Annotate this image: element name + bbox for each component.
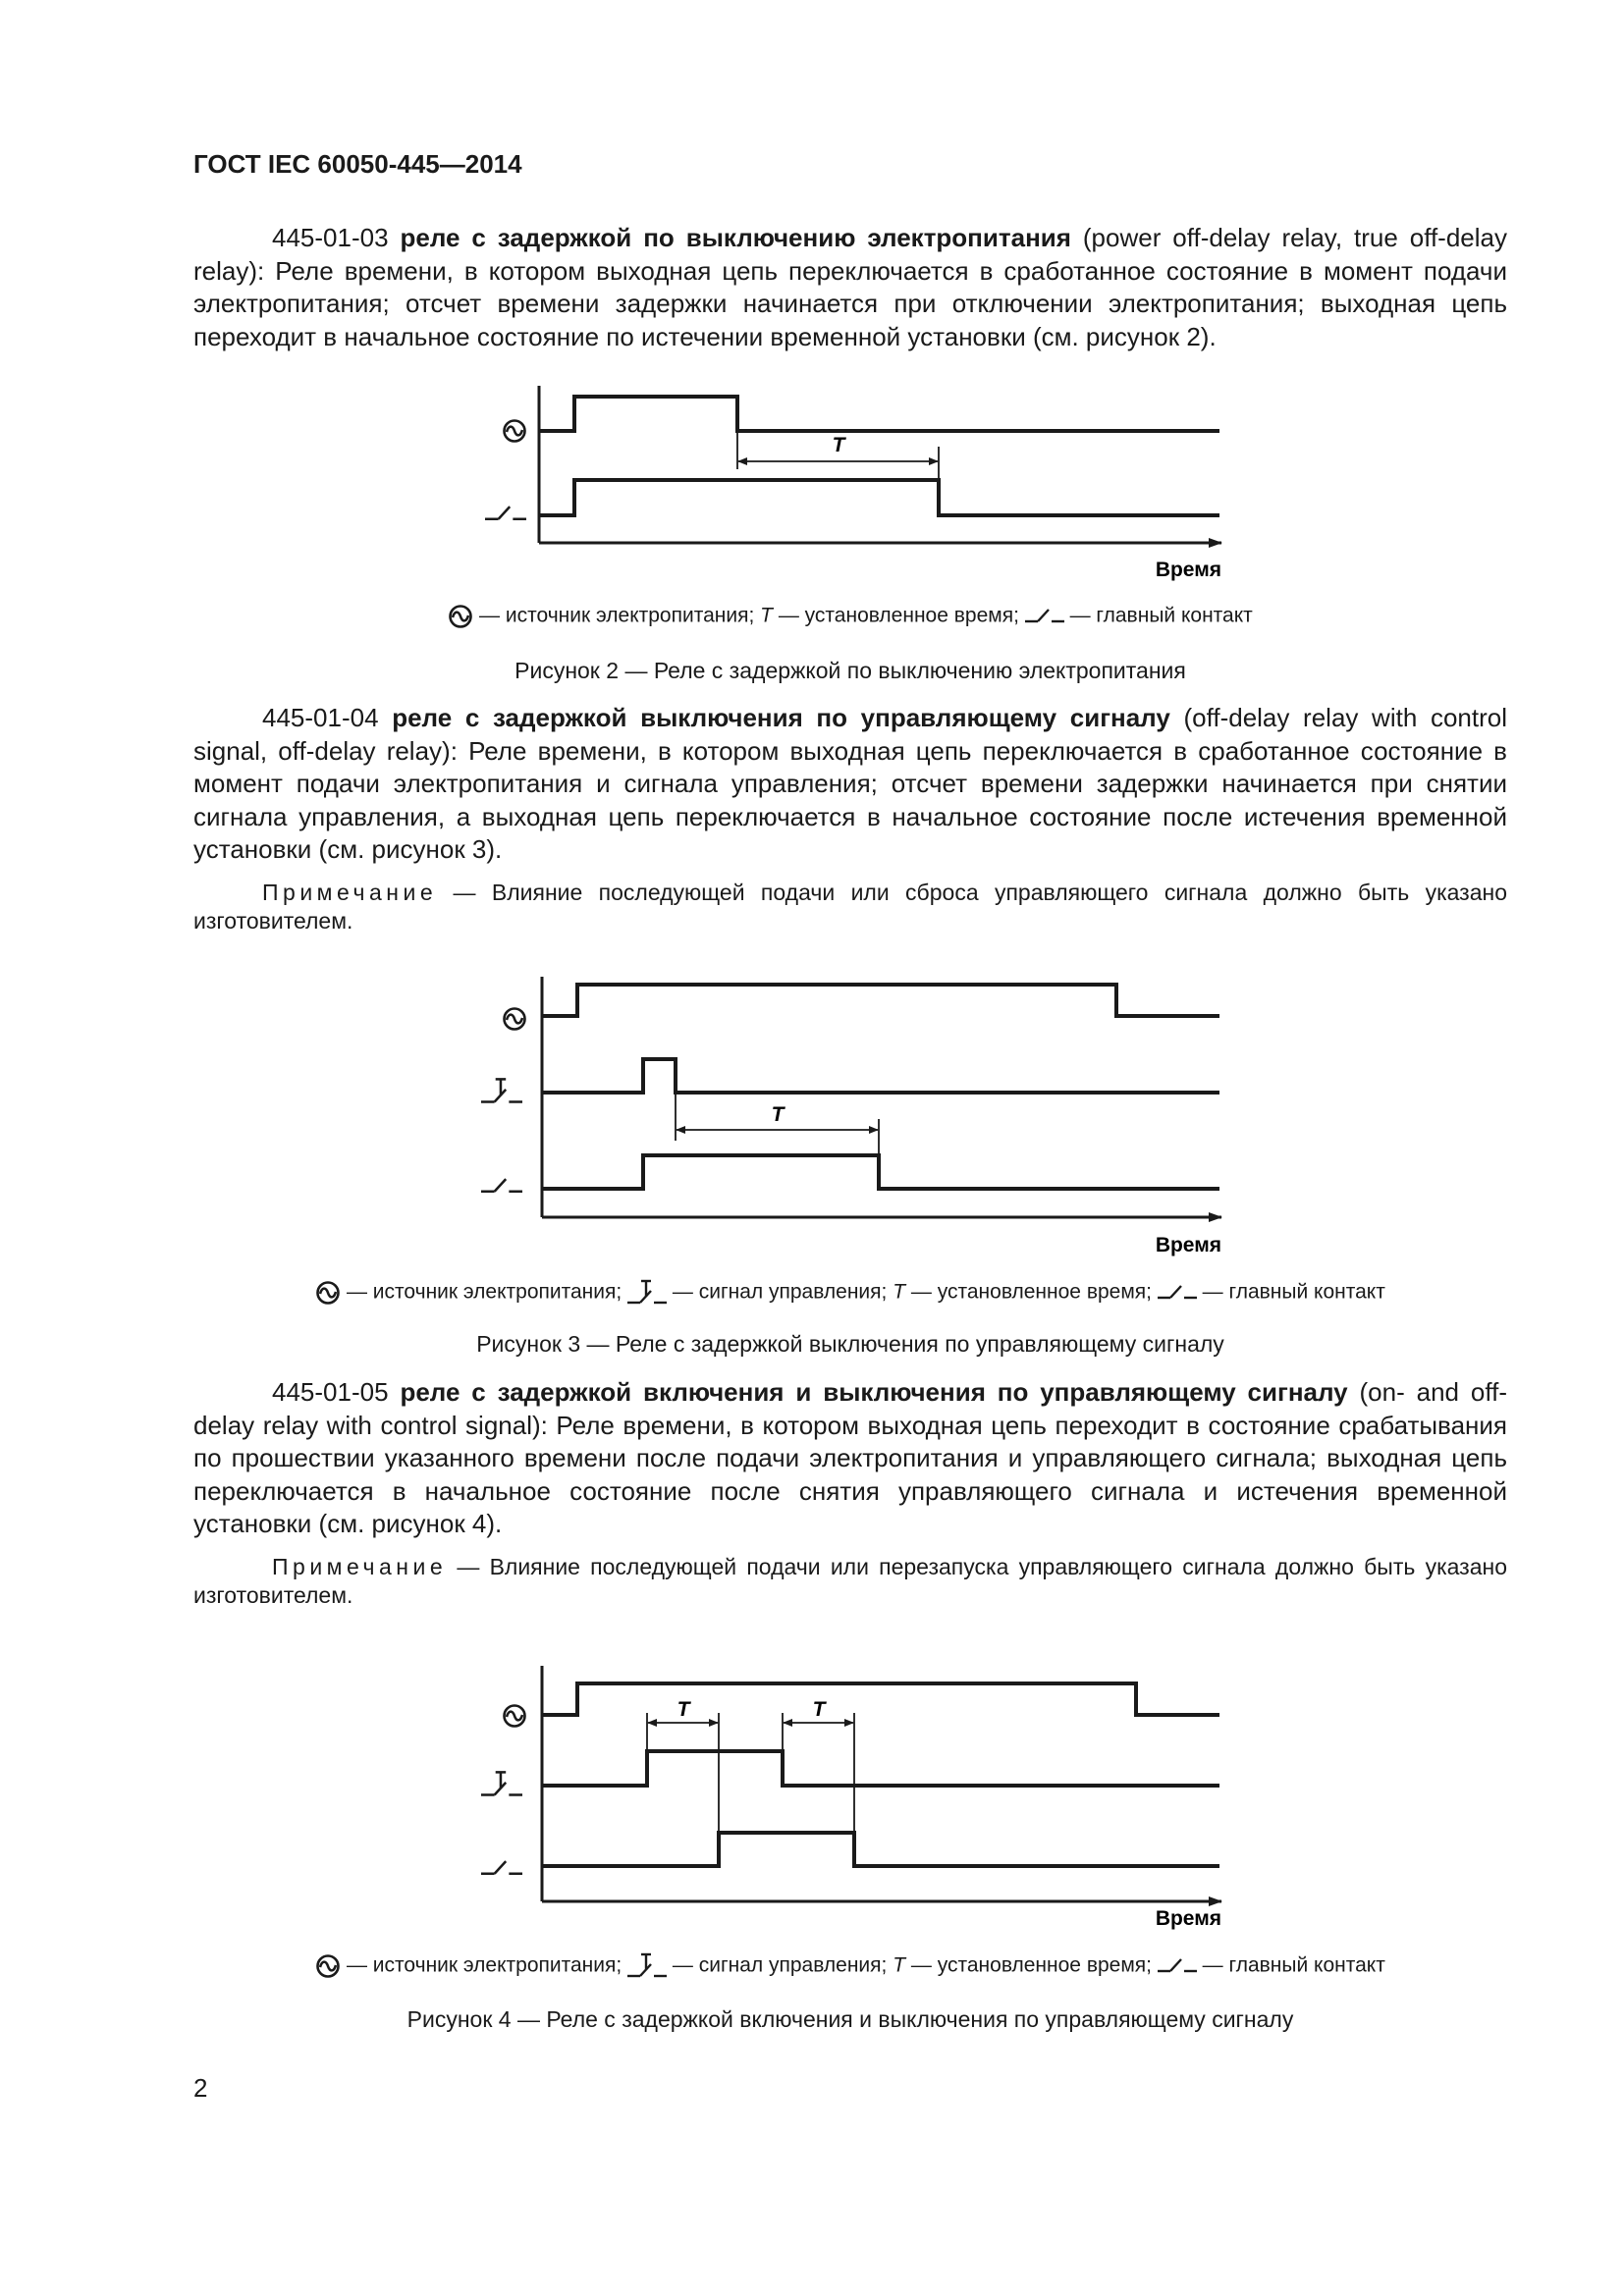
legend-power-text: — источник электропитания; xyxy=(479,604,755,627)
control-signal-icon xyxy=(481,1079,522,1101)
legend-signal-text: — сигнал управления; xyxy=(672,1280,888,1304)
note-label: Примечание xyxy=(272,1554,448,1579)
legend-signal-text: — сигнал управления; xyxy=(672,1953,888,1977)
figure-3-caption: Рисунок 3 — Реле с задержкой выключения по управляющему сигналу xyxy=(476,1331,1224,1357)
legend-t-text: — установленное время; xyxy=(778,604,1019,627)
legend-contact-text: — главный контакт xyxy=(1069,604,1253,627)
contact-signal-trace xyxy=(542,1155,1219,1189)
figure-2-caption: Рисунок 2 — Реле с задержкой по выключению электропитания xyxy=(514,658,1186,683)
definition-paragraph xyxy=(193,702,1507,867)
power-signal-trace xyxy=(542,1683,1219,1715)
control-signal-icon xyxy=(627,1951,667,1981)
time-axis-label: Время xyxy=(1155,1907,1221,1930)
main-contact-icon xyxy=(481,1179,522,1192)
note-text: — Влияние последующей подачи или сброса управляющего сигнала должно быть указано изготовителем. xyxy=(193,880,1508,934)
legend-t-text: — установленное время; xyxy=(910,1280,1152,1304)
power-source-icon xyxy=(505,1706,525,1727)
figure-2-diagram xyxy=(485,386,1221,581)
term-title: реле с задержкой выключения по управляющему сигналу xyxy=(392,703,1170,732)
definition-paragraph xyxy=(193,222,1507,353)
legend-t-symbol: T xyxy=(760,604,773,627)
term-body: (on- and off-delay relay with control signal): Реле времени, в котором выходная цепь переходит в состояние срабатывания по прошествии указанного времени после подачи электропитания и управляющего сигнала; выходная цепь переключается в начальное состояние после снятия управляющего сигнала и истечения временной установки (см. рисунок 4). xyxy=(193,1377,1507,1538)
time-interval-label: T xyxy=(771,1103,785,1126)
note-paragraph xyxy=(193,879,1507,935)
figure-3-legend xyxy=(193,1278,1507,1308)
legend-power-text: — источник электропитания; xyxy=(346,1953,623,1977)
term-number: 445-01-05 xyxy=(272,1377,389,1407)
legend-contact-text: — главный контакт xyxy=(1202,1953,1385,1977)
power-source-icon xyxy=(315,1953,341,1979)
power-source-icon xyxy=(448,604,473,629)
term-title: реле с задержкой включения и выключения по управляющему сигналу xyxy=(400,1377,1348,1407)
figure-3-diagram xyxy=(481,977,1221,1256)
time-interval-label: T xyxy=(832,434,845,456)
legend-power-text: — источник электропитания; xyxy=(346,1280,623,1304)
time-axis-label: Время xyxy=(1155,1234,1221,1256)
legend-t-symbol: T xyxy=(893,1953,906,1977)
control-signal-trace xyxy=(542,1059,1219,1093)
legend-contact-text: — главный контакт xyxy=(1202,1280,1385,1304)
power-source-icon xyxy=(505,1009,525,1030)
power-signal-trace xyxy=(542,985,1219,1016)
contact-signal-trace xyxy=(539,480,1219,515)
note-label: Примечание xyxy=(262,880,438,905)
time-axis-label: Время xyxy=(1155,559,1221,581)
off-delay-label: T xyxy=(812,1698,826,1721)
figure-2-legend xyxy=(193,604,1507,629)
control-signal-icon xyxy=(481,1772,522,1794)
definition-paragraph xyxy=(193,1376,1507,1541)
page-number: 2 xyxy=(193,2073,208,2103)
power-source-icon xyxy=(505,421,525,442)
legend-t-symbol: T xyxy=(893,1280,906,1304)
figure-4-diagram xyxy=(481,1666,1221,1930)
main-contact-icon xyxy=(1158,1956,1197,1976)
note-paragraph xyxy=(193,1553,1507,1610)
figure-4-caption: Рисунок 4 — Реле с задержкой включения и выключения по управляющему сигналу xyxy=(406,2006,1294,2032)
figure-4-legend xyxy=(193,1951,1507,1981)
legend-t-text: — установленное время; xyxy=(910,1953,1152,1977)
on-delay-label: T xyxy=(677,1698,690,1721)
term-number: 445-01-04 xyxy=(262,703,379,732)
power-source-icon xyxy=(315,1280,341,1306)
main-contact-icon xyxy=(1025,607,1064,626)
document-header: ГОСТ IEC 60050-445—2014 xyxy=(193,149,522,179)
control-signal-trace xyxy=(542,1751,1219,1786)
main-contact-icon xyxy=(485,507,526,519)
contact-signal-trace xyxy=(542,1833,1219,1866)
term-body: (off-delay relay with control signal, off-delay relay): Реле времени, в котором выходная цепь переключается в сработанное состояние в момент подачи электропитания и сигнала управления; отсчет времени задержки начинается при снятии сигнала управления, а выходная цепь переключается в начальное состояние после истечения временной установки (см. рисунок 3). xyxy=(193,703,1507,864)
main-contact-icon xyxy=(1158,1283,1197,1303)
term-title: реле с задержкой по выключению электропитания xyxy=(400,223,1071,252)
main-contact-icon xyxy=(481,1861,522,1874)
term-body: (power off-delay relay, true off-delay relay): Реле времени, в котором выходная цепь переключается в сработанное состояние в момент подачи электропитания; отсчет времени задержки начинается при отключении электропитания; выходная цепь переходит в начальное состояние по истечении временной установки (см. рисунок 2). xyxy=(193,223,1507,351)
note-text: — Влияние последующей подачи или перезапуска управляющего сигнала должно быть указано изготовителем. xyxy=(193,1554,1507,1608)
power-signal-trace xyxy=(539,397,1219,431)
term-number: 445-01-03 xyxy=(272,223,389,252)
control-signal-icon xyxy=(627,1278,667,1308)
